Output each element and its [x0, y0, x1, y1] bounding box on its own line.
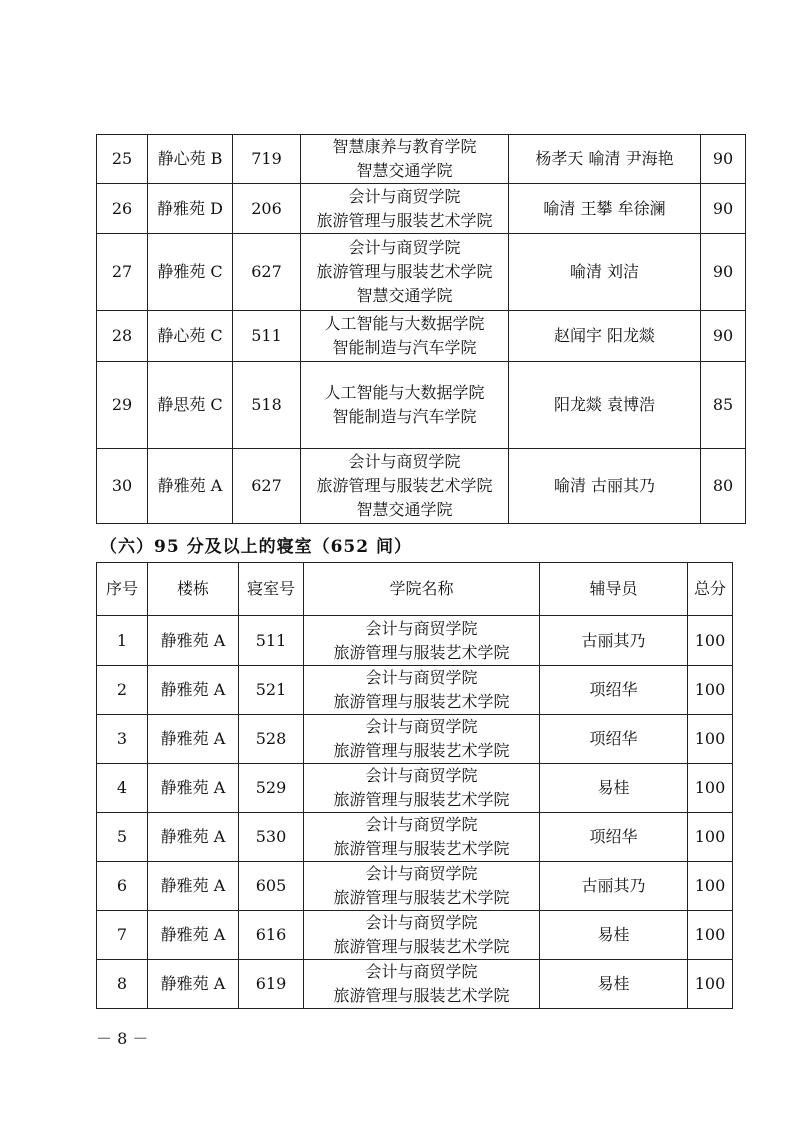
- college-name: 会计与商贸学院: [348, 238, 461, 257]
- table-row: [97, 911, 733, 960]
- counselor-cell: 阳龙燚 袁博浩: [509, 362, 701, 449]
- college-name: 旅游管理与服装艺术学院: [333, 790, 510, 809]
- room-cell: 627: [233, 449, 301, 524]
- seq-cell: 2: [97, 666, 148, 715]
- counselor-cell: 古丽其乃: [540, 616, 688, 666]
- counselor-cell: 古丽其乃: [540, 862, 688, 911]
- college-cell: [304, 715, 540, 764]
- seq-cell: 29: [97, 362, 148, 449]
- table-row: [97, 184, 746, 234]
- score-cell: 100: [688, 616, 733, 666]
- college-name: 旅游管理与服装艺术学院: [333, 741, 510, 760]
- table-row: [97, 362, 746, 449]
- building-cell: 静雅苑 A: [148, 616, 239, 666]
- college-cell: [304, 666, 540, 715]
- seq-cell: 1: [97, 616, 148, 666]
- college-name: 旅游管理与服装艺术学院: [316, 476, 493, 495]
- score-cell: 100: [688, 764, 733, 813]
- dormitory-table-95-plus: [96, 562, 733, 1009]
- counselor-cell: 喻清 古丽其乃: [509, 449, 701, 524]
- table-row: [97, 135, 746, 184]
- table-row: [97, 666, 733, 715]
- header-score: 总分: [688, 563, 733, 616]
- room-cell: 627: [233, 234, 301, 311]
- building-cell: 静雅苑 A: [148, 666, 239, 715]
- header-building: 楼栋: [148, 563, 239, 616]
- score-cell: 80: [701, 449, 746, 524]
- score-cell: 90: [701, 135, 746, 184]
- college-cell: [301, 362, 509, 449]
- table-row: [97, 813, 733, 862]
- table-row: [97, 764, 733, 813]
- seq-cell: 5: [97, 813, 148, 862]
- score-cell: 100: [688, 911, 733, 960]
- header-seq: 序号: [97, 563, 148, 616]
- building-cell: 静雅苑 D: [148, 184, 233, 234]
- college-name: 智慧交通学院: [356, 286, 453, 305]
- college-cell: [304, 813, 540, 862]
- score-cell: 90: [701, 311, 746, 362]
- counselor-cell: 喻清 刘洁: [509, 234, 701, 311]
- room-cell: 530: [239, 813, 304, 862]
- college-cell: [301, 135, 509, 184]
- college-name: 会计与商贸学院: [365, 668, 478, 687]
- section-heading: （六）95 分及以上的寝室（652 间）: [100, 537, 412, 557]
- counselor-cell: 易桂: [540, 960, 688, 1009]
- seq-cell: 27: [97, 234, 148, 311]
- header-college: 学院名称: [304, 563, 540, 616]
- counselor-cell: 易桂: [540, 911, 688, 960]
- table-row: [97, 960, 733, 1009]
- room-cell: 518: [233, 362, 301, 449]
- college-name: 旅游管理与服装艺术学院: [333, 937, 510, 956]
- building-cell: 静雅苑 A: [148, 764, 239, 813]
- room-cell: 719: [233, 135, 301, 184]
- seq-cell: 7: [97, 911, 148, 960]
- dormitory-table-continued: [96, 134, 746, 524]
- college-name: 智慧康养与教育学院: [332, 137, 477, 156]
- seq-cell: 6: [97, 862, 148, 911]
- seq-cell: 28: [97, 311, 148, 362]
- seq-cell: 3: [97, 715, 148, 764]
- college-cell: [304, 911, 540, 960]
- college-name: 智慧交通学院: [356, 161, 453, 180]
- seq-cell: 8: [97, 960, 148, 1009]
- table-row: [97, 311, 746, 362]
- header-room: 寝室号: [239, 563, 304, 616]
- college-name: 会计与商贸学院: [365, 864, 478, 883]
- table-row: [97, 449, 746, 524]
- building-cell: 静心苑 B: [148, 135, 233, 184]
- college-name: 人工智能与大数据学院: [324, 314, 485, 333]
- college-name: 旅游管理与服装艺术学院: [333, 692, 510, 711]
- building-cell: 静雅苑 A: [148, 715, 239, 764]
- college-name: 旅游管理与服装艺术学院: [316, 210, 493, 230]
- table-row: [97, 862, 733, 911]
- table-row: [97, 616, 733, 666]
- college-cell: [301, 311, 509, 362]
- room-cell: 521: [239, 666, 304, 715]
- building-cell: 静雅苑 A: [148, 911, 239, 960]
- building-cell: 静雅苑 A: [148, 960, 239, 1009]
- building-cell: 静思苑 C: [148, 362, 233, 449]
- room-cell: 619: [239, 960, 304, 1009]
- counselor-cell: 易桂: [540, 764, 688, 813]
- room-cell: 511: [239, 616, 304, 666]
- college-name: 会计与商贸学院: [365, 618, 478, 638]
- counselor-cell: 项绍华: [540, 715, 688, 764]
- college-name: 会计与商贸学院: [365, 717, 478, 736]
- college-name: 旅游管理与服装艺术学院: [333, 839, 510, 858]
- college-cell: [301, 449, 509, 524]
- room-cell: 206: [233, 184, 301, 234]
- college-cell: [304, 764, 540, 813]
- college-name: 智能制造与汽车学院: [332, 338, 477, 357]
- college-cell: [301, 234, 509, 311]
- building-cell: 静雅苑 A: [148, 449, 233, 524]
- room-cell: 511: [233, 311, 301, 362]
- score-cell: 100: [688, 666, 733, 715]
- building-cell: 静雅苑 C: [148, 234, 233, 311]
- score-cell: 100: [688, 715, 733, 764]
- table-header-row: [97, 563, 733, 616]
- room-cell: 605: [239, 862, 304, 911]
- building-cell: 静雅苑 A: [148, 813, 239, 862]
- seq-cell: 25: [97, 135, 148, 184]
- college-name: 旅游管理与服装艺术学院: [333, 642, 510, 662]
- college-name: 会计与商贸学院: [365, 815, 478, 834]
- header-counselor: 辅导员: [540, 563, 688, 616]
- score-cell: 100: [688, 960, 733, 1009]
- score-cell: 100: [688, 813, 733, 862]
- college-name: 会计与商贸学院: [348, 186, 461, 206]
- college-name: 会计与商贸学院: [365, 962, 478, 981]
- counselor-cell: 喻清 王攀 牟徐澜: [509, 184, 701, 234]
- seq-cell: 4: [97, 764, 148, 813]
- college-name: 人工智能与大数据学院: [324, 383, 485, 402]
- building-cell: 静心苑 C: [148, 311, 233, 362]
- college-cell: [304, 616, 540, 666]
- seq-cell: 26: [97, 184, 148, 234]
- college-name: 会计与商贸学院: [365, 913, 478, 932]
- table-row: [97, 234, 746, 311]
- college-name: 旅游管理与服装艺术学院: [333, 986, 510, 1005]
- table-row: [97, 715, 733, 764]
- counselor-cell: 项绍华: [540, 813, 688, 862]
- seq-cell: 30: [97, 449, 148, 524]
- college-name: 旅游管理与服装艺术学院: [333, 888, 510, 907]
- score-cell: 90: [701, 184, 746, 234]
- college-name: 会计与商贸学院: [348, 452, 461, 471]
- counselor-cell: 赵闻宇 阳龙燚: [509, 311, 701, 362]
- college-cell: [301, 184, 509, 234]
- counselor-cell: 杨孝天 喻清 尹海艳: [509, 135, 701, 184]
- score-cell: 85: [701, 362, 746, 449]
- score-cell: 90: [701, 234, 746, 311]
- page-number: － 8 －: [96, 1029, 149, 1048]
- college-name: 智能制造与汽车学院: [332, 407, 477, 426]
- room-cell: 616: [239, 911, 304, 960]
- college-name: 旅游管理与服装艺术学院: [316, 262, 493, 281]
- counselor-cell: 项绍华: [540, 666, 688, 715]
- college-name: 智慧交通学院: [356, 500, 453, 519]
- building-cell: 静雅苑 A: [148, 862, 239, 911]
- college-name: 会计与商贸学院: [365, 766, 478, 785]
- room-cell: 529: [239, 764, 304, 813]
- score-cell: 100: [688, 862, 733, 911]
- college-cell: [304, 862, 540, 911]
- room-cell: 528: [239, 715, 304, 764]
- college-cell: [304, 960, 540, 1009]
